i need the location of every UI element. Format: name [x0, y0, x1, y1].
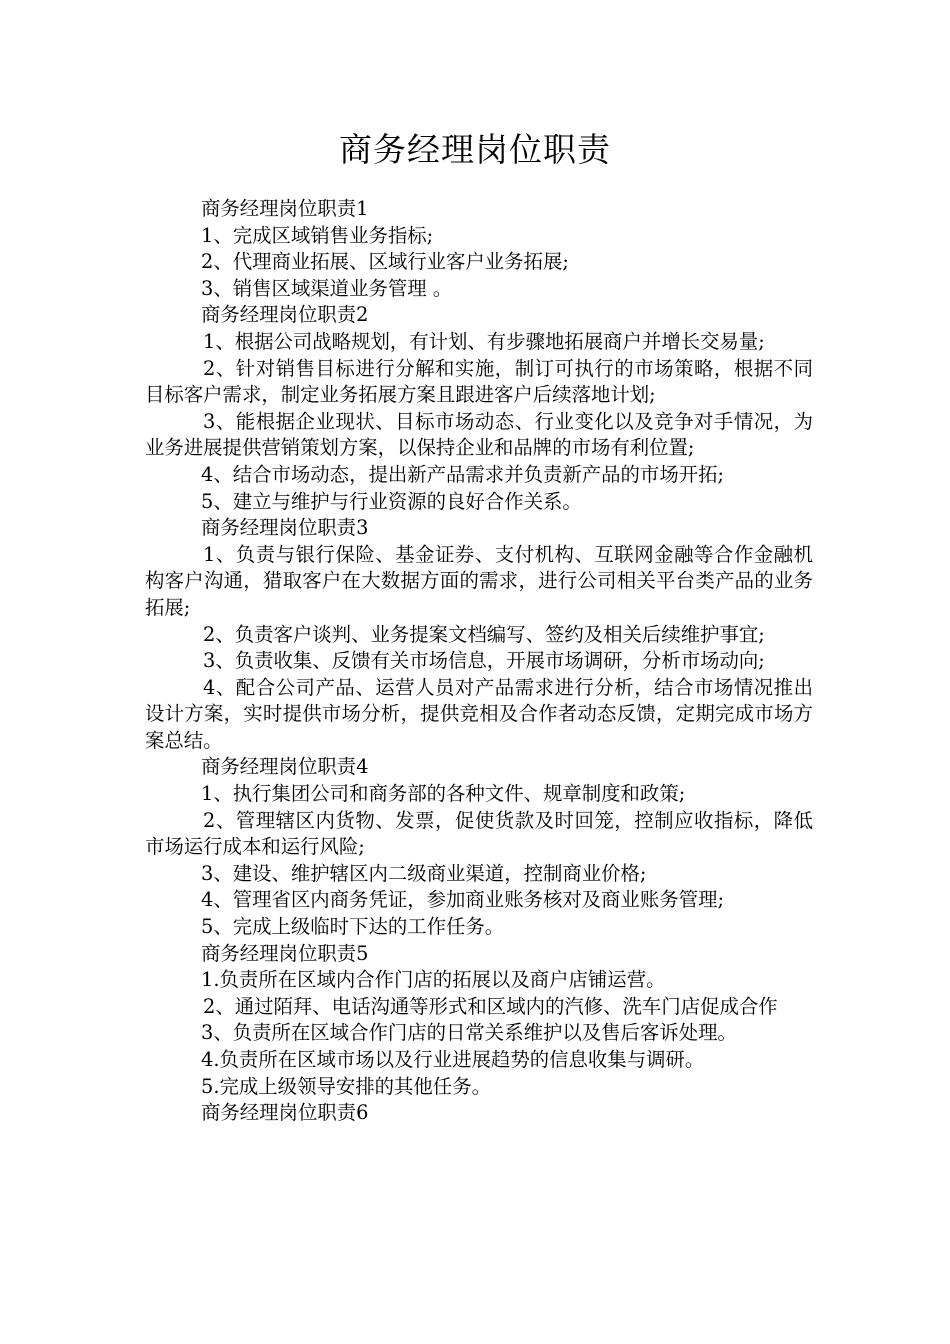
list-item: 3、负责收集、反馈有关市场信息，开展市场调研，分析市场动向; — [203, 649, 765, 673]
list-item: 4、结合市场动态，提出新产品需求并负责新产品的市场开拓; — [201, 462, 725, 486]
list-item: 1、完成区域销售业务指标; — [201, 223, 434, 247]
list-item: 5、完成上级临时下达的工作任务。 — [201, 915, 505, 939]
document-body — [145, 196, 813, 1127]
list-item: 2、管理辖区内货物、发票，促使货款及时回笼，控制应收指标，降低市场运行成本和运行风险; — [145, 808, 813, 859]
list-item: 2、针对销售目标进行分解和实施，制订可执行的市场策略，根据不同目标客户需求，制定业务拓展方案且跟进客户后续落地计划; — [145, 356, 813, 407]
list-item: 1.负责所在区域内合作门店的拓展以及商户店铺运营。 — [201, 968, 666, 992]
section-heading-1: 商务经理岗位职责1 — [201, 197, 369, 220]
list-item: 2、负责客户谈判、业务提案文档编写、签约及相关后续维护事宜; — [203, 622, 765, 646]
list-item: 3、销售区域渠道业务管理 。 — [201, 276, 453, 300]
list-item: 1、根据公司战略规划，有计划、有步骤地拓展商户并增长交易量; — [203, 329, 765, 353]
list-item: 4.负责所在区域市场以及行业进展趋势的信息收集与调研。 — [201, 1048, 705, 1071]
list-item: 5.完成上级领导安排的其他任务。 — [201, 1074, 491, 1098]
list-item: 3、负责所在区域合作门店的日常关系维护以及售后客诉处理。 — [201, 1021, 737, 1045]
section-heading-2: 商务经理岗位职责2 — [201, 303, 369, 327]
section-heading-4: 商务经理岗位职责4 — [201, 755, 369, 779]
section-heading-3: 商务经理岗位职责3 — [201, 516, 369, 540]
list-item: 1、负责与银行保险、基金证券、支付机构、互联网金融等合作金融机构客户沟通，猎取客户在大数据方面的需求，进行公司相关平台类产品的业务拓展; — [145, 542, 813, 619]
list-item: 4、管理省区内商务凭证，参加商业账务核对及商业账务管理; — [201, 888, 725, 912]
list-item: 3、能根据企业现状、目标市场动态、行业变化以及竞争对手情况，为业务进展提供营销策划方案，以保持企业和品牌的市场有利位置; — [145, 409, 813, 460]
section-heading-6: 商务经理岗位职责6 — [201, 1101, 369, 1125]
list-item: 1、执行集团公司和商务部的各种文件、规章制度和政策; — [201, 782, 686, 806]
list-item: 5、建立与维护与行业资源的良好合作关系。 — [201, 489, 582, 513]
list-item: 3、建设、维护辖区内二级商业渠道，控制商业价格; — [201, 861, 647, 885]
list-item: 4、配合公司产品、运营人员对产品需求进行分析，结合市场情况推出设计方案，实时提供市场分析，提供竞相及合作者动态反馈，定期完成市场方案总结。 — [145, 675, 813, 752]
list-item: 2、代理商业拓展、区域行业客户业务拓展; — [201, 250, 569, 274]
section-heading-5: 商务经理岗位职责5 — [201, 941, 369, 965]
list-item: 2、通过陌拜、电话沟通等形式和区域内的汽修、洗车门店促成合作 — [203, 994, 778, 1018]
document-title: 商务经理岗位职责 — [339, 130, 611, 169]
